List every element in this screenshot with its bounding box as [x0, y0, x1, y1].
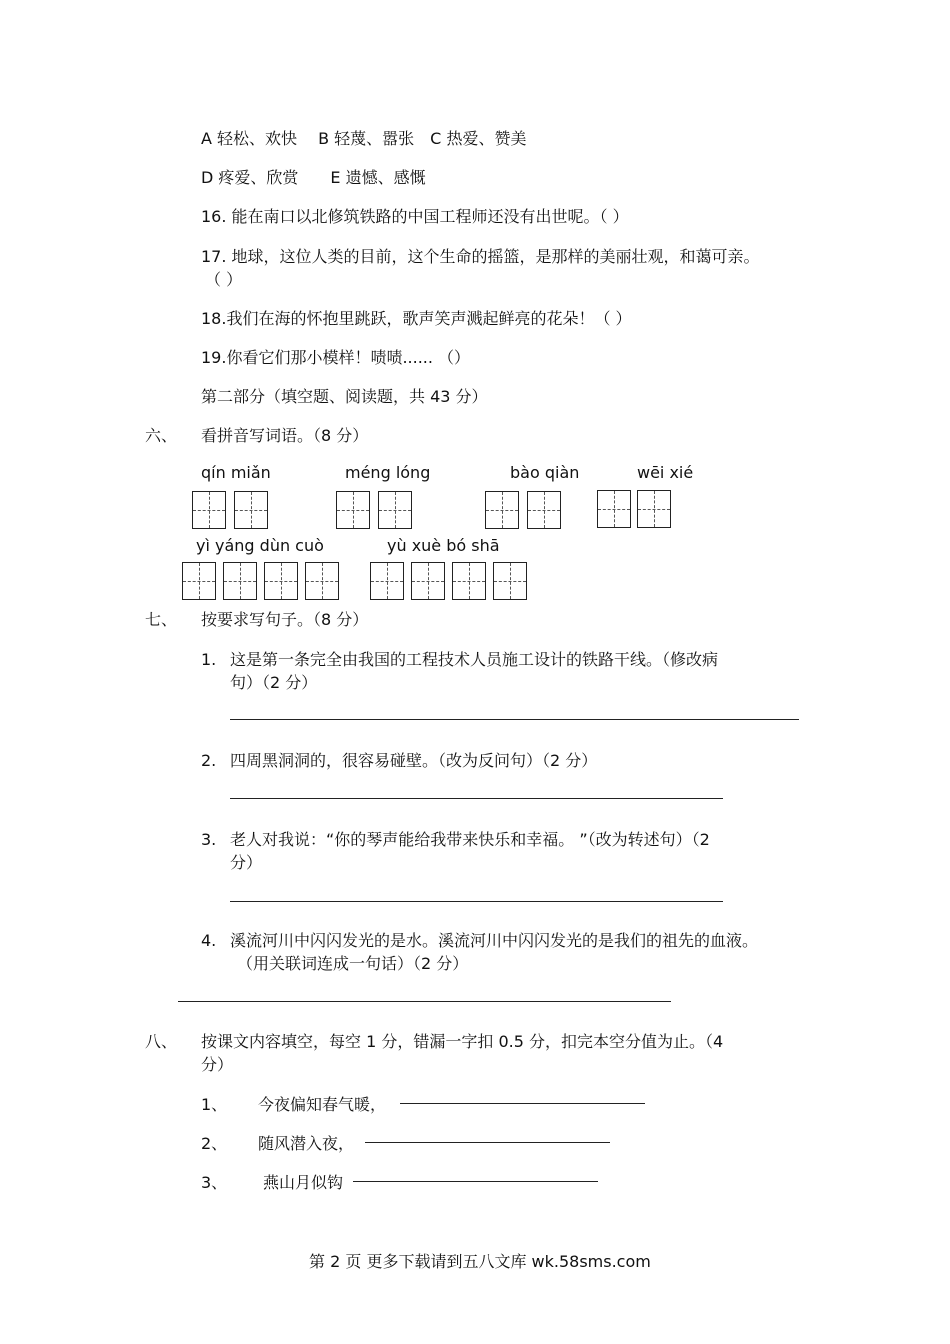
char-cell[interactable]: [493, 562, 527, 600]
page-footer: 第 2 页 更多下载请到五八文库 wk.58sms.com: [309, 1252, 651, 1271]
writing-grid-1[interactable]: [192, 491, 268, 529]
char-cell[interactable]: [223, 562, 257, 600]
char-cell[interactable]: [411, 562, 445, 600]
s7-item-1-text: 这是第一条完全由我国的工程技术人员施工设计的铁路干线。（修改病: [230, 650, 719, 669]
writing-grid-5[interactable]: [182, 562, 339, 600]
section-8-title: 按课文内容填空，每空 1 分，错漏一字扣 0.5 分，扣完本空分值为止。（4: [201, 1032, 724, 1051]
char-cell[interactable]: [336, 491, 370, 529]
char-cell[interactable]: [192, 491, 226, 529]
s8-item-3-blank[interactable]: [353, 1181, 598, 1182]
s7-item-4-text-2: （用关联词连成一句话）（2 分）: [237, 954, 469, 973]
s7-item-4-number: 4.: [201, 931, 217, 950]
s7-item-1-number: 1.: [201, 650, 217, 669]
s7-item-2-number: 2.: [201, 751, 217, 770]
s8-item-2-number: 2、: [201, 1134, 228, 1153]
s7-item-3-text-2: 分）: [230, 853, 263, 872]
char-cell[interactable]: [264, 562, 298, 600]
question-19: 19.你看它们那小模样！啧啧...... （）: [201, 348, 471, 367]
char-cell[interactable]: [234, 491, 268, 529]
question-17: 17. 地球，这位人类的目前，这个生命的摇篮，是那样的美丽壮观，和蔼可亲。: [201, 247, 760, 266]
s8-item-3-number: 3、: [201, 1173, 228, 1192]
pinyin-bao-qian: bào qiàn: [510, 463, 580, 482]
s8-item-2-text: 随风潜入夜，: [258, 1134, 355, 1153]
writing-grid-2[interactable]: [336, 491, 412, 529]
writing-grid-6[interactable]: [370, 562, 527, 600]
section-7-title: 按要求写句子。（8 分）: [201, 610, 369, 629]
s7-item-4-answer-line[interactable]: [178, 1001, 671, 1002]
section-6-title: 看拼音写词语。（8 分）: [201, 426, 369, 445]
char-cell[interactable]: [378, 491, 412, 529]
pinyin-wei-xie: wēi xié: [637, 463, 694, 482]
char-cell[interactable]: [370, 562, 404, 600]
options-row-2: D 疼爱、欣赏 E 遗憾、感慨: [201, 168, 426, 187]
question-18: 18.我们在海的怀抱里跳跃，歌声笑声溅起鲜亮的花朵！（ ）: [201, 309, 632, 328]
s7-item-3-text: 老人对我说：“你的琴声能给我带来快乐和幸福。 ”（改为转述句）（2: [230, 830, 710, 849]
question-17-blank: （ ）: [205, 270, 243, 289]
section-7-number: 七、: [145, 610, 178, 629]
writing-grid-4[interactable]: [597, 490, 671, 528]
char-cell[interactable]: [597, 490, 631, 528]
s7-item-1-answer-line[interactable]: [230, 719, 799, 720]
section-8-number: 八、: [145, 1032, 178, 1051]
s8-item-1-text: 今夜偏知春气暖，: [258, 1095, 387, 1114]
writing-grid-3[interactable]: [485, 491, 561, 529]
s7-item-3-answer-line[interactable]: [230, 901, 723, 902]
s7-item-2-text: 四周黑洞洞的，很容易碰壁。（改为反问句）（2 分）: [230, 751, 598, 770]
pinyin-yi-yang-dun-cuo: yì yáng dùn cuò: [196, 536, 324, 555]
s7-item-1-text-2: 句）（2 分）: [230, 673, 318, 692]
s8-item-3-text: 燕山月似钩: [263, 1173, 344, 1192]
part-2-heading: 第二部分（填空题、阅读题，共 43 分）: [201, 387, 488, 406]
s8-item-1-number: 1、: [201, 1095, 228, 1114]
options-row-1: A 轻松、欢快 B 轻蔑、嚣张 C 热爱、赞美: [201, 129, 527, 148]
question-16: 16. 能在南口以北修筑铁路的中国工程师还没有出世呢。（ ）: [201, 207, 629, 226]
s7-item-3-number: 3.: [201, 830, 217, 849]
char-cell[interactable]: [637, 490, 671, 528]
pinyin-meng-long: méng lóng: [345, 463, 431, 482]
section-8-title-2: 分）: [201, 1055, 234, 1074]
char-cell[interactable]: [182, 562, 216, 600]
s8-item-2-blank[interactable]: [365, 1142, 610, 1143]
s8-item-1-blank[interactable]: [400, 1103, 645, 1104]
pinyin-yu-xue-bo-sha: yù xuè bó shā: [387, 536, 500, 555]
section-6-number: 六、: [145, 426, 178, 445]
pinyin-qin-mian: qín miǎn: [201, 463, 271, 482]
char-cell[interactable]: [527, 491, 561, 529]
char-cell[interactable]: [305, 562, 339, 600]
char-cell[interactable]: [452, 562, 486, 600]
s7-item-2-answer-line[interactable]: [230, 798, 723, 799]
char-cell[interactable]: [485, 491, 519, 529]
s7-item-4-text: 溪流河川中闪闪发光的是水。溪流河川中闪闪发光的是我们的祖先的血液。: [230, 931, 759, 950]
